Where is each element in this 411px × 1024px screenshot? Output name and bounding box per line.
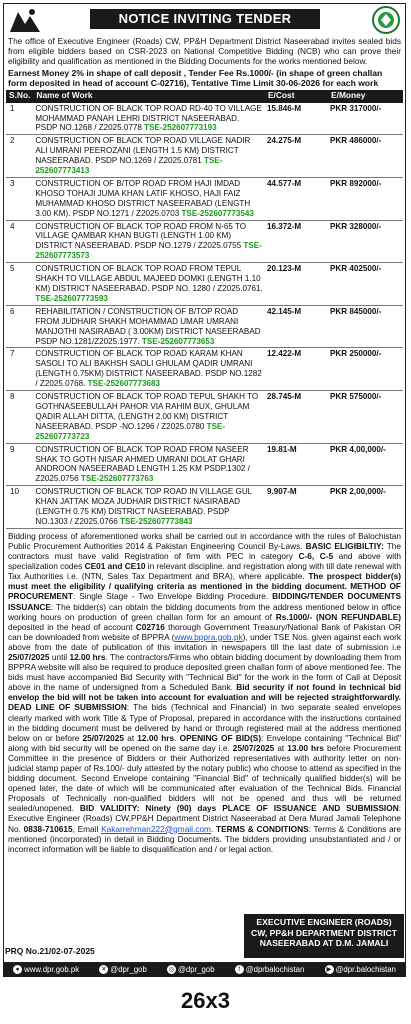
row-sno: 10 (6, 486, 33, 529)
row-cost: 28.745-M (265, 391, 328, 444)
social-bar (3, 963, 406, 977)
govt-logo-icon (8, 6, 42, 34)
row-sno: 5 (6, 263, 33, 306)
row-cost: 9.907-M (265, 486, 328, 529)
row-work: REHABILITATION / CONSTRUCTION OF B/TOP ROAD FROM JUDHAIR SHAKH MOHAMMAD UMAR UMRANI MANJOTHI NASIRABAD ( 3.00KM) DISTRICT NASEERABAD PSDP NO.1281/Z2025.1977. TSE-252607773653 (33, 305, 265, 348)
balochistan-emblem-icon (371, 5, 401, 35)
row-sno: 4 (6, 220, 33, 263)
row-sno: 2 (6, 135, 33, 178)
table-row (6, 135, 403, 178)
table-row (6, 263, 403, 306)
row-cost: 12.422-M (265, 348, 328, 391)
ad-size-label: 26x3 (181, 988, 230, 1013)
row-cost: 24.275-M (265, 135, 328, 178)
twitter-icon: ✕ (101, 966, 107, 974)
bidding-terms: Bidding process of aforementioned works shall be carried out in accordance with the rules of Balochistan Public Procurement Authorities 2014 & Pakistan Engineering Council By-Laws. BASIC ELIGIBILTIY: The contractors must have valid Registration of firm with PEC in category C-6, C-5 and above with specialization codes CE01 and CE10 in relevant discipline. and registration along with till date renewal with Tax Authorities i.e. (NTN, Sales Tax Department and BRA), where applicable. The prospect bidder(s) must meet the eligibility / qualifying criteria as mentioned in the bidding document. METHOD OF PROCUREMENT: Single Stage - Two Envelope Bidding Procedure. BIDDING/TENDER DOCUMENTS ISSUANCE: The bidder(s) can obtain the bidding documents from the address mentioned below in office working hours on production of green challan form for an amount of Rs.1000/- (NON REFUNDABLE) deposited in the head of account C02716 thorough Government Treasury/National Bank of Pakistan OR can be downloaded from website of BPPRA (www.bppra.gob.pk), under TSE Nos. given against each work above from the date of publication of this invitation in newspapers till the last date of submission i.e 25/07/2025 until 12.00 hrs. The contractors/Firms who obtain bidding document by downloading them from BPPRA website will also be required to produce deposited green challan form of above mentioned fee. The bids must have accompanied Bid Security with "Technical Bid" for the work in the form of Call at Deposit above in the name of undersigned from a Scheduled Bank. Bid security if not found in technical bid envelop the bid will not be taken into account for evaluation and will be rejected straightforwardly. DEAD LINE OF SUBMISSION: The bids (Technical and Financial) in two separate sealed envelopes clearly marked with work Title & Type of Proposal, prepared in accordance with the instructions contained in the bidding document must be delivered by hand or through registered mail at the address mentioned below on or before 25/07/2025 at 12.00 hrs. OPENING OF BID(S): Envelope containing "Technical Bid" along with bid security will be opened on the same day i.e. 25/07/2025 at 13.00 hrs before Procurement Committee in the presence of Bidders or their Authorized representatives with authority letter on non-judicial stamp paper of Rs.100/- duly attested by the notary public) who choose to attend as specified in the bidding document. Second Envelope containing "Financial Bid" of technically qualified bidder(s) will be opened later, the date of which will be communicated after evaluation of the Technical Bids. Financial Proposals of Technically non-qualified bidders will not be opened and thus will be returned sealed/unopened. BID VALIDITY: Ninety (90) days PLACE OF ISSUANCE AND SUBMISSION: Executive Engineer (Roads) CW,PP&H Department District Naseerabad at Dera Murad Jamali Telephone No. 0838-710615, Email Kakarrehman222@gmail.com. TERMS & CONDITIONS: Terms & Conditions are mentioned (incorporated) in detail in Bidding Documents. The bidders providing unsubstantiated and / or incorrect information will be liable to disqualification and / or legal action. (8, 530, 402, 854)
row-money: PKR 2,00,000/- (328, 486, 403, 529)
row-money: PKR 402500/- (328, 263, 403, 306)
table-row (6, 177, 403, 220)
website-link[interactable]: ● www.dpr.gob.pk (13, 963, 79, 977)
row-money: PKR 328000/- (328, 220, 403, 263)
row-tse: TSE-252607773653 (141, 336, 215, 346)
row-tse: TSE-252607773413 (35, 156, 223, 176)
youtube-icon: ▶ (326, 966, 332, 974)
row-work: CONSTRUCTION OF BLACK TOP ROAD FROM N-65 TO VILLAGE QAMBAR KHAN BUGTI (LENGTH 1.00 KM) DISTRICT NASEERABAD. PSDP NO.1279 / Z2025.0755 TSE-252607773573 (33, 220, 265, 263)
row-tse: TSE-252607773763 (80, 474, 154, 484)
twitter-link[interactable]: ✕ @dpr_gob (101, 965, 147, 974)
row-sno: 8 (6, 391, 33, 444)
row-sno: 7 (6, 348, 33, 391)
page-title: NOTICE INVITING TENDER (90, 9, 320, 29)
table-row (6, 220, 403, 263)
row-money: PKR 845000/- (328, 305, 403, 348)
table-row (6, 391, 403, 444)
row-work: CONSTRUCTION OF B/TOP ROAD FROM HAJI IMDAD KHOSO TOHAJI JUMA KHAN LATIF KHOSO, HAJI FAIZ MUHAMMAD KHOSO DISTRICT NASEERABAD (LENGTH 3.00 KM). PSDP NO.1271 / Z2025.0703 TSE-252607773543 (33, 177, 265, 220)
row-money: PKR 4,00,000/- (328, 443, 403, 486)
issuing-authority: EXECUTIVE ENGINEER (ROADS) CW, PP&H DEPARTMENT DISTRICT NASEERABAD AT D.M. JAMALI (244, 914, 404, 958)
row-cost: 15.846-M (265, 103, 328, 135)
earnest-money-note: Earnest Money 2% in shape of call deposit , Tender Fee Rs.1000/- (in shape of green challan form deposited in head of account C-02716), Tentative Time Limit 30-06-2026 for each work (8, 67, 383, 89)
email-link[interactable]: Kakarrehman222@gmail.com (101, 823, 211, 834)
row-sno: 6 (6, 305, 33, 348)
row-cost: 19.81-M (265, 443, 328, 486)
youtube-link[interactable]: ▶ @dpr.balochistan (326, 965, 396, 974)
row-tse: TSE-252607773843 (120, 516, 193, 526)
row-tse: TSE-252607773543 (181, 208, 254, 218)
row-work: CONSTRUCTION OF BLACK TOP ROAD VILLAGE NADIR ALI UMRANI PEEROZANI (LENGTH 1.5 KM) DISTRICT NASEERABAD. PSDP NO.1269 / Z2025.0781 TSE-252607773413 (33, 135, 265, 178)
row-sno: 9 (6, 443, 33, 486)
facebook-icon: f (235, 965, 244, 974)
col-cost: E/Cost (265, 90, 328, 103)
row-work: CONSTRUCTION OF BLACK TOP ROAD FROM NASEER SHAK TO GOTH NISAR AHMED UMRANI DOLAT GHARI ANDROON NASEERABAD LENGTH 1.25 KM PSDP.1302 / Z2025.0756 TSE-252607773763 (33, 443, 265, 486)
table-row (6, 348, 403, 391)
row-money: PKR 575000/- (328, 391, 403, 444)
row-cost: 16.372-M (265, 220, 328, 263)
instagram-icon: ◎ (168, 966, 175, 974)
globe-icon: ● (13, 965, 22, 974)
intro-paragraph: The office of Executive Engineer (Roads) CW, PP&H Department District Naseerabad invites sealed bids from eligible bidders based on CSR-2023 on National Competitive Bidding (NCB) who can prove their eligibility and qualification as mentioned in the Bidding Documents for the works mentioned below. (8, 36, 401, 67)
table-row (6, 305, 403, 348)
header (4, 4, 405, 36)
row-cost: 20.123-M (265, 263, 328, 306)
col-money: E/Money (328, 90, 403, 103)
col-work: Name of Work (33, 90, 265, 103)
row-work: CONSTRUCTION OF BLACK TOP ROAD TEPUL SHAKH TO GOTHNASEEBULLAH PAHOR VIA RAHIM BUX, GHULAM QADIR ALLAH DITTA, (LENGTH 2.00 KM) DISTRICT NASEERABAD. PSDP -NO.1296 / Z2025.0780 TSE-252607773723 (33, 391, 265, 444)
table-row (6, 486, 403, 529)
row-work: CONSTRUCTION OF BLACK TOP ROAD FROM TEPUL SHAKH TO VILLAGE ABDUL MAJEED DOMKI (LENGTH 1.10 KM) DISTRICT NASEERABAD. PSDP NO. 1280 / Z2025.0761. TSE-252607773593 (33, 263, 265, 306)
row-tse: TSE-252607773593 (35, 293, 108, 303)
row-money: PKR 250000/- (328, 348, 403, 391)
row-tse: TSE-252607773573 (35, 241, 262, 261)
row-sno: 3 (6, 177, 33, 220)
instagram-link[interactable]: ◎ @dpr_gob (168, 965, 215, 974)
facebook-link[interactable]: f @dprbalochistan (235, 963, 305, 977)
footer (3, 912, 406, 962)
row-tse: TSE-252607773193 (144, 123, 217, 133)
row-tse: TSE-252607773723 (35, 421, 226, 441)
bppra-link[interactable]: www.bppra.gob.pk (174, 631, 243, 642)
row-work: CONSTRUCTION OF BLACK TOP ROAD RD-40 TO VILLAGE MOHAMMAD PANAH LEHRI DISTRICT NASEERABAD. PSDP NO.1268 / Z2025.0778 TSE-252607773193 (33, 103, 265, 135)
notice-frame (3, 3, 406, 963)
row-sno: 1 (6, 103, 33, 135)
table-row (6, 443, 403, 486)
row-money: PKR 486000/- (328, 135, 403, 178)
prq-number: PRQ No.21/02-07-2025 (5, 946, 95, 956)
row-work: CONSTRUCTION OF BLACK TOP ROAD KARAM KHAN SASOLI TO ALI BAKHSH SAOLI GHULAM QADIR UMRANI (LENGTH 0.75KM) DISTRICT NASEERABAD. PSDP NO.1282 / Z2025.0768. TSE-252607773683 (33, 348, 265, 391)
works-table (6, 90, 403, 529)
table-row (6, 103, 403, 135)
row-money: PKR 317000/- (328, 103, 403, 135)
row-work: CONSTRUCTION OF BLACK TOP ROAD IN VILLAGE GUL KHAN JATTAK MOZA JUDHAIR DISTRICT NASIRABAD (LENGTH 0.75 KM) DISTRICT NASEERABAD. PSDP NO.1303 / Z2025.0766 TSE-252607773843 (33, 486, 265, 529)
row-tse: TSE-252607773683 (87, 379, 161, 389)
row-cost: 44.577-M (265, 177, 328, 220)
row-money: PKR 892000/- (328, 177, 403, 220)
row-cost: 42.145-M (265, 305, 328, 348)
col-sno: S.No. (6, 90, 33, 103)
